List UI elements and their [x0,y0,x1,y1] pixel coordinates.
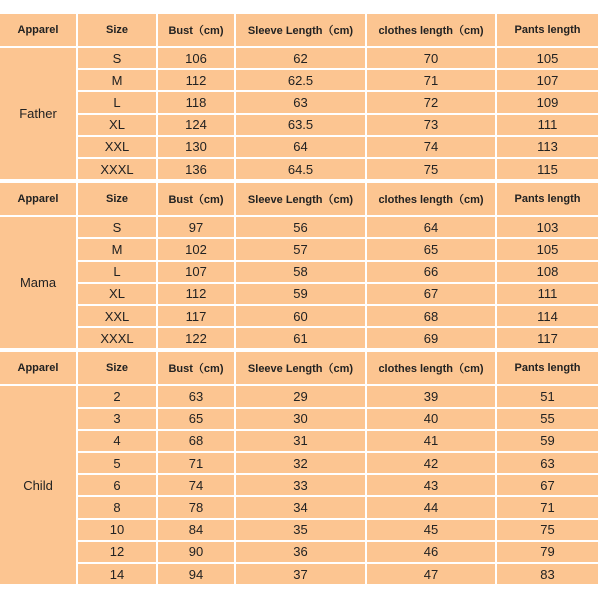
bust-cell: 106 [158,48,234,68]
bust-cell: 63 [158,386,234,406]
pants-length-cell: 108 [497,262,598,282]
sleeve-length-cell: 62.5 [236,70,365,90]
pants-length-cell: 109 [497,92,598,112]
pants-length-cell: 111 [497,115,598,135]
size-cell: 6 [78,475,156,495]
header-apparel: Apparel [0,183,76,215]
pants-length-cell: 114 [497,306,598,326]
header-size: Size [78,352,156,384]
header-size: Size [78,14,156,46]
clothes-length-cell: 66 [367,262,495,282]
clothes-length-cell: 64 [367,217,495,237]
size-cell: 8 [78,497,156,517]
clothes-length-cell: 41 [367,431,495,451]
clothes-length-cell: 72 [367,92,495,112]
size-cell: 14 [78,564,156,584]
bust-cell: 118 [158,92,234,112]
bust-cell: 71 [158,453,234,473]
sleeve-length-cell: 33 [236,475,365,495]
header-pants-length: Pants length [497,352,598,384]
sleeve-length-cell: 64.5 [236,159,365,179]
clothes-length-cell: 47 [367,564,495,584]
pants-length-cell: 107 [497,70,598,90]
sleeve-length-cell: 35 [236,520,365,540]
pants-length-cell: 103 [497,217,598,237]
clothes-length-cell: 45 [367,520,495,540]
sleeve-length-cell: 57 [236,239,365,259]
bust-cell: 117 [158,306,234,326]
header-apparel: Apparel [0,14,76,46]
sleeve-length-cell: 63.5 [236,115,365,135]
clothes-length-cell: 46 [367,542,495,562]
pants-length-cell: 113 [497,137,598,157]
header-sleeve-length: Sleeve Length（cm) [236,352,365,384]
bust-cell: 74 [158,475,234,495]
bust-cell: 65 [158,409,234,429]
size-cell: 10 [78,520,156,540]
header-clothes-length: clothes length（cm) [367,14,495,46]
group-label-father: Father [0,48,76,179]
sleeve-length-cell: 62 [236,48,365,68]
pants-length-cell: 117 [497,328,598,348]
pants-length-cell: 79 [497,542,598,562]
bust-cell: 112 [158,284,234,304]
group-label-child: Child [0,386,76,584]
bust-cell: 68 [158,431,234,451]
clothes-length-cell: 71 [367,70,495,90]
clothes-length-cell: 67 [367,284,495,304]
clothes-length-cell: 39 [367,386,495,406]
bust-cell: 97 [158,217,234,237]
sleeve-length-cell: 58 [236,262,365,282]
sleeve-length-cell: 30 [236,409,365,429]
pants-length-cell: 51 [497,386,598,406]
pants-length-cell: 71 [497,497,598,517]
pants-length-cell: 67 [497,475,598,495]
clothes-length-cell: 65 [367,239,495,259]
bust-cell: 124 [158,115,234,135]
size-cell: M [78,70,156,90]
size-cell: L [78,262,156,282]
header-apparel: Apparel [0,352,76,384]
sleeve-length-cell: 32 [236,453,365,473]
size-cell: XXXL [78,159,156,179]
sleeve-length-cell: 64 [236,137,365,157]
bust-cell: 90 [158,542,234,562]
bust-cell: 136 [158,159,234,179]
bust-cell: 102 [158,239,234,259]
sleeve-length-cell: 29 [236,386,365,406]
size-chart-table [0,14,600,584]
size-cell: XXL [78,137,156,157]
pants-length-cell: 115 [497,159,598,179]
bust-cell: 122 [158,328,234,348]
size-cell: S [78,48,156,68]
bust-cell: 107 [158,262,234,282]
header-clothes-length: clothes length（cm) [367,183,495,215]
pants-length-cell: 59 [497,431,598,451]
pants-length-cell: 75 [497,520,598,540]
clothes-length-cell: 70 [367,48,495,68]
pants-length-cell: 111 [497,284,598,304]
header-clothes-length: clothes length（cm) [367,352,495,384]
size-cell: 4 [78,431,156,451]
bust-cell: 112 [158,70,234,90]
sleeve-length-cell: 56 [236,217,365,237]
sleeve-length-cell: 60 [236,306,365,326]
sleeve-length-cell: 36 [236,542,365,562]
size-cell: L [78,92,156,112]
size-cell: M [78,239,156,259]
header-sleeve-length: Sleeve Length（cm) [236,183,365,215]
header-bust: Bust（cm) [158,14,234,46]
pants-length-cell: 105 [497,48,598,68]
sleeve-length-cell: 37 [236,564,365,584]
header-pants-length: Pants length [497,183,598,215]
sleeve-length-cell: 34 [236,497,365,517]
size-cell: 2 [78,386,156,406]
size-cell: 12 [78,542,156,562]
bust-cell: 84 [158,520,234,540]
clothes-length-cell: 40 [367,409,495,429]
sleeve-length-cell: 63 [236,92,365,112]
clothes-length-cell: 44 [367,497,495,517]
size-cell: XXL [78,306,156,326]
clothes-length-cell: 42 [367,453,495,473]
header-bust: Bust（cm) [158,352,234,384]
clothes-length-cell: 73 [367,115,495,135]
size-cell: XXXL [78,328,156,348]
group-label-mama: Mama [0,217,76,348]
sleeve-length-cell: 59 [236,284,365,304]
sleeve-length-cell: 61 [236,328,365,348]
header-size: Size [78,183,156,215]
clothes-length-cell: 69 [367,328,495,348]
size-cell: 5 [78,453,156,473]
size-cell: XL [78,284,156,304]
header-pants-length: Pants length [497,14,598,46]
clothes-length-cell: 43 [367,475,495,495]
sleeve-length-cell: 31 [236,431,365,451]
pants-length-cell: 83 [497,564,598,584]
clothes-length-cell: 68 [367,306,495,326]
clothes-length-cell: 75 [367,159,495,179]
size-cell: XL [78,115,156,135]
pants-length-cell: 63 [497,453,598,473]
bust-cell: 78 [158,497,234,517]
header-bust: Bust（cm) [158,183,234,215]
bust-cell: 130 [158,137,234,157]
bust-cell: 94 [158,564,234,584]
pants-length-cell: 55 [497,409,598,429]
header-sleeve-length: Sleeve Length（cm) [236,14,365,46]
size-cell: S [78,217,156,237]
size-cell: 3 [78,409,156,429]
clothes-length-cell: 74 [367,137,495,157]
pants-length-cell: 105 [497,239,598,259]
